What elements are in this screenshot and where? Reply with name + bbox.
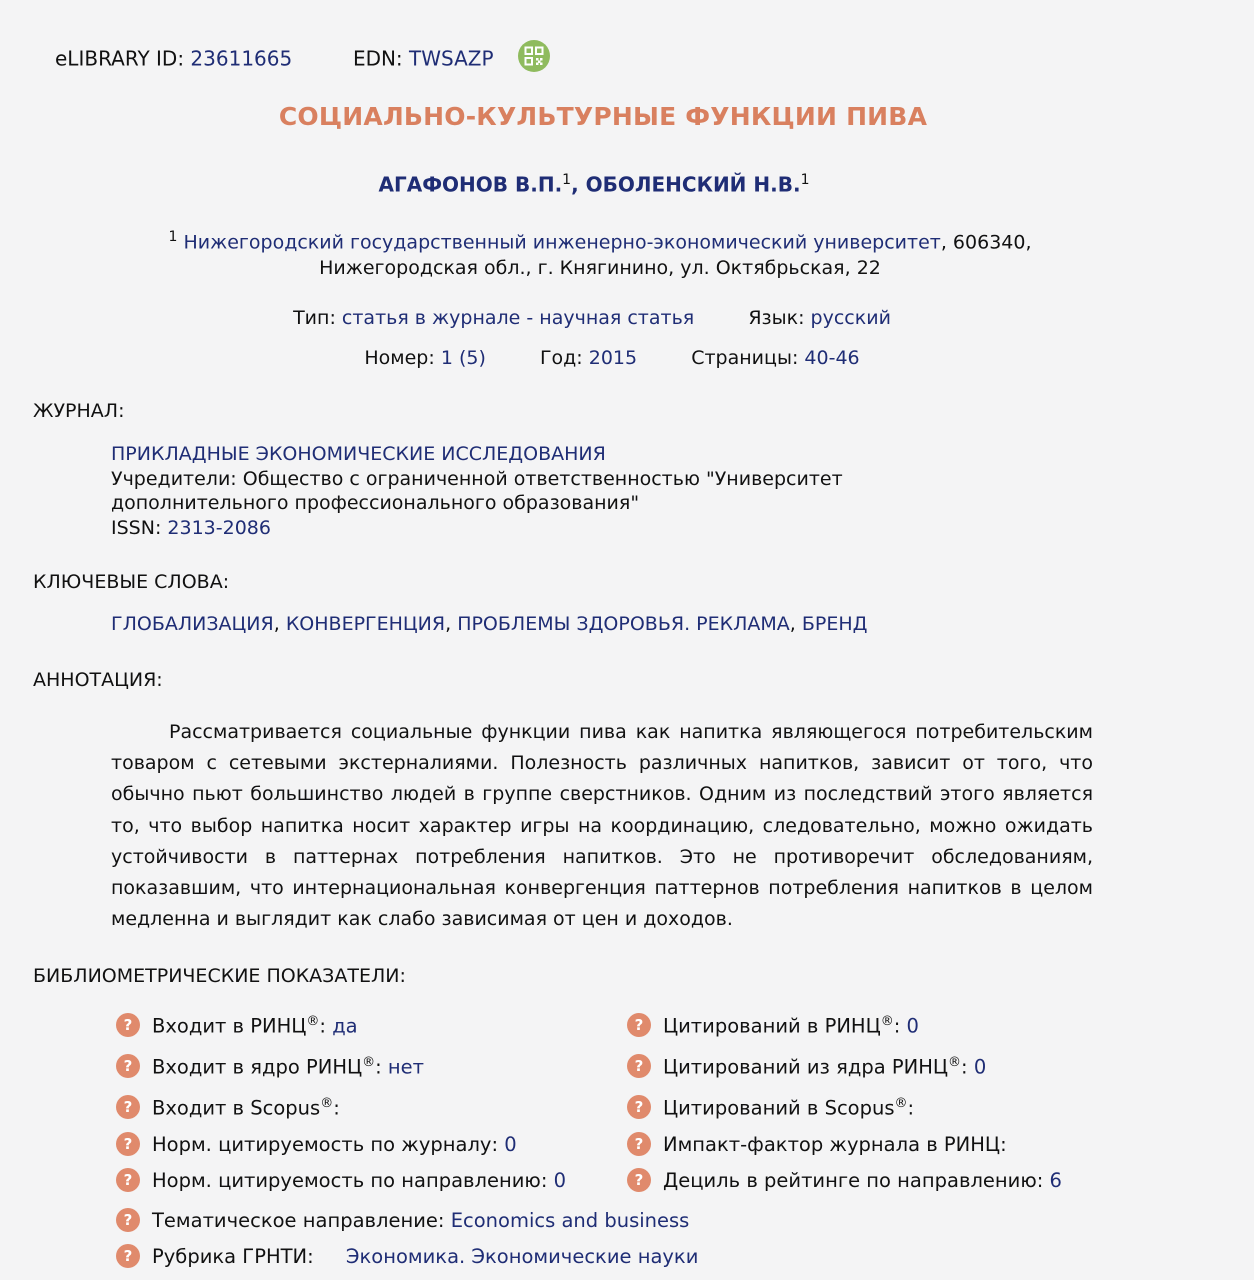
- registered-mark: ®: [362, 1055, 376, 1070]
- metric-value[interactable]: 0: [973, 1055, 987, 1079]
- article-title: СОЦИАЛЬНО-КУЛЬТУРНЫЕ ФУНКЦИИ ПИВА: [278, 102, 928, 131]
- registered-mark: ®: [894, 1096, 908, 1111]
- metric-value[interactable]: да: [332, 1014, 358, 1038]
- year-label: Год:: [539, 347, 583, 369]
- article-meta-type: [0, 307, 1184, 329]
- founders-value: Общество с ограниченной ответственностью "Университет дополнительного профессионального образования": [111, 467, 843, 514]
- article-meta-issue: [0, 347, 1224, 369]
- keyword-link[interactable]: ПРОБЛЕМЫ ЗДОРОВЬЯ. РЕКЛАМА: [457, 613, 790, 635]
- metric-label: Цитирований в РИНЦ: [663, 1014, 881, 1038]
- abstract-heading: АННОТАЦИЯ:: [33, 669, 163, 691]
- edn-label: EDN:: [352, 46, 403, 71]
- pages-label: Страницы:: [691, 347, 799, 369]
- number-link[interactable]: 1 (5): [440, 347, 486, 369]
- issn-link[interactable]: 2313-2086: [167, 516, 271, 539]
- qr-code-icon[interactable]: [518, 40, 550, 72]
- metric-row-right: ? Цитирований в Scopus®:: [627, 1096, 914, 1121]
- author-affil-num: 1: [800, 172, 810, 188]
- question-circle-icon[interactable]: ?: [116, 1244, 140, 1268]
- keyword-link[interactable]: КОНВЕРГЕНЦИЯ: [285, 613, 446, 635]
- keyword-link[interactable]: БРЕНД: [801, 613, 868, 635]
- metric-row-right: ? Цитирований в РИНЦ®: 0: [627, 1014, 919, 1039]
- metric-value[interactable]: 6: [1049, 1169, 1062, 1192]
- author-separator: ,: [571, 172, 586, 197]
- pages-value: 40-46: [804, 347, 860, 369]
- metric-row-right: ? Импакт-фактор журнала в РИНЦ:: [627, 1133, 1007, 1158]
- journal-name-link[interactable]: ПРИКЛАДНЫЕ ЭКОНОМИЧЕСКИЕ ИССЛЕДОВАНИЯ: [111, 443, 606, 465]
- lang-label: Язык:: [748, 307, 805, 329]
- year-link[interactable]: 2015: [588, 347, 638, 369]
- metric-value[interactable]: Экономика. Экономические науки: [345, 1245, 699, 1268]
- question-circle-icon[interactable]: ?: [627, 1054, 651, 1078]
- registered-mark: ®: [320, 1096, 334, 1111]
- author-affil-num: 1: [562, 172, 572, 188]
- question-circle-icon[interactable]: ?: [627, 1132, 651, 1156]
- elibrary-id-label: eLIBRARY ID:: [55, 46, 185, 71]
- metric-row-right: ? Дециль в рейтинге по направлению: 6: [627, 1169, 1062, 1194]
- metric-row-left: ? Рубрика ГРНТИ: Экономика. Экономические науки: [116, 1245, 698, 1270]
- affiliation: [100, 224, 1100, 281]
- lang-value[interactable]: русский: [810, 307, 891, 329]
- abstract-text: Рассматривается социальные функции пива как напитка являющегося потребительским товаром с сетевыми экстерналиями. Полезность различных напитков, зависит от того, что обычно пьют большинство людей в группе сверстников. Одним из последствий этого является то, что выбор напитка носит характер игры на координацию, следовательно, можно ожидать устойчивости в паттернах потребления напитков. Это не противоречит обследованиям, показавшим, что интернациональная конвергенция паттернов потребления напитков в целом медленна и выглядит как слабо зависимая от цен и доходов.: [111, 721, 1093, 931]
- edn-link[interactable]: TWSAZP: [409, 46, 494, 71]
- author-link[interactable]: АГАФОНОВ В.П.: [378, 172, 563, 197]
- keyword-link[interactable]: ГЛОБАЛИЗАЦИЯ: [111, 613, 274, 635]
- number-label: Номер:: [364, 347, 435, 369]
- question-circle-icon[interactable]: ?: [116, 1208, 140, 1232]
- registered-mark: ®: [948, 1055, 962, 1070]
- metric-label: Цитирований из ядра РИНЦ: [663, 1055, 949, 1079]
- metric-label: Норм. цитируемость по направлению: [152, 1169, 541, 1192]
- metric-row-left: ? Тематическое направление: Economics and business: [116, 1209, 689, 1234]
- metric-value[interactable]: 0: [553, 1169, 567, 1192]
- type-label: Тип:: [293, 307, 336, 329]
- authors: [0, 172, 1188, 197]
- id-line: [55, 44, 550, 76]
- metric-row-left: ? Входит в ядро РИНЦ®: нет: [116, 1055, 424, 1080]
- metric-label: Цитирований в Scopus: [663, 1096, 895, 1120]
- elibrary-id-link[interactable]: 23611665: [190, 46, 293, 71]
- metric-value[interactable]: 0: [504, 1133, 517, 1156]
- keywords-list: ГЛОБАЛИЗАЦИЯ, КОНВЕРГЕНЦИЯ, ПРОБЛЕМЫ ЗДОРОВЬЯ. РЕКЛАМА, БРЕНД: [111, 613, 868, 635]
- question-circle-icon[interactable]: ?: [116, 1168, 140, 1192]
- metric-label: Норм. цитируемость по журналу: [152, 1133, 492, 1156]
- metric-label: Дециль в рейтинге по направлению: [663, 1169, 1037, 1192]
- metric-value[interactable]: Economics and business: [450, 1209, 690, 1232]
- question-circle-icon[interactable]: ?: [116, 1132, 140, 1156]
- question-circle-icon[interactable]: ?: [627, 1013, 651, 1037]
- author-link[interactable]: ОБОЛЕНСКИЙ Н.В.: [585, 172, 801, 197]
- journal-heading: ЖУРНАЛ:: [33, 400, 125, 422]
- metric-row-left: ? Входит в Scopus®:: [116, 1096, 340, 1121]
- question-circle-icon[interactable]: ?: [627, 1168, 651, 1192]
- registered-mark: ®: [880, 1014, 894, 1029]
- metric-row-left: ? Норм. цитируемость по направлению: 0: [116, 1169, 566, 1194]
- type-value[interactable]: статья в журнале - научная статья: [341, 307, 695, 329]
- metric-label: Входит в Scopus: [152, 1096, 321, 1120]
- journal-block: [111, 442, 1011, 540]
- metric-label: Тематическое направление: [152, 1209, 438, 1232]
- metric-label: Рубрика ГРНТИ: [152, 1245, 308, 1268]
- metric-value[interactable]: нет: [387, 1055, 425, 1079]
- question-circle-icon[interactable]: ?: [116, 1054, 140, 1078]
- metric-label: Входит в ядро РИНЦ: [152, 1055, 363, 1079]
- affiliation-num: 1: [168, 229, 178, 245]
- founders-label: Учредители:: [111, 467, 237, 490]
- registered-mark: ®: [306, 1014, 320, 1029]
- affiliation-address: , 606340, Нижегородская обл., г. Княгинино, ул. Октябрьская, 22: [319, 231, 1032, 280]
- keywords-heading: КЛЮЧЕВЫЕ СЛОВА:: [33, 571, 230, 593]
- affiliation-org-link[interactable]: Нижегородский государственный инженерно-экономический университет: [183, 231, 941, 254]
- issn-label: ISSN:: [111, 516, 162, 539]
- question-circle-icon[interactable]: ?: [627, 1095, 651, 1119]
- question-circle-icon[interactable]: ?: [116, 1013, 140, 1037]
- question-circle-icon[interactable]: ?: [116, 1095, 140, 1119]
- metric-row-left: ? Норм. цитируемость по журналу: 0: [116, 1133, 517, 1158]
- metric-value[interactable]: 0: [906, 1014, 919, 1038]
- metric-row-left: ? Входит в РИНЦ®: да: [116, 1014, 358, 1039]
- metric-label: Входит в РИНЦ: [152, 1014, 307, 1038]
- metric-label: Импакт-фактор журнала в РИНЦ: [663, 1133, 1001, 1156]
- metric-row-right: ? Цитирований из ядра РИНЦ®: 0: [627, 1055, 986, 1080]
- bibliometrics-heading: БИБЛИОМЕТРИЧЕСКИЕ ПОКАЗАТЕЛИ:: [33, 965, 406, 987]
